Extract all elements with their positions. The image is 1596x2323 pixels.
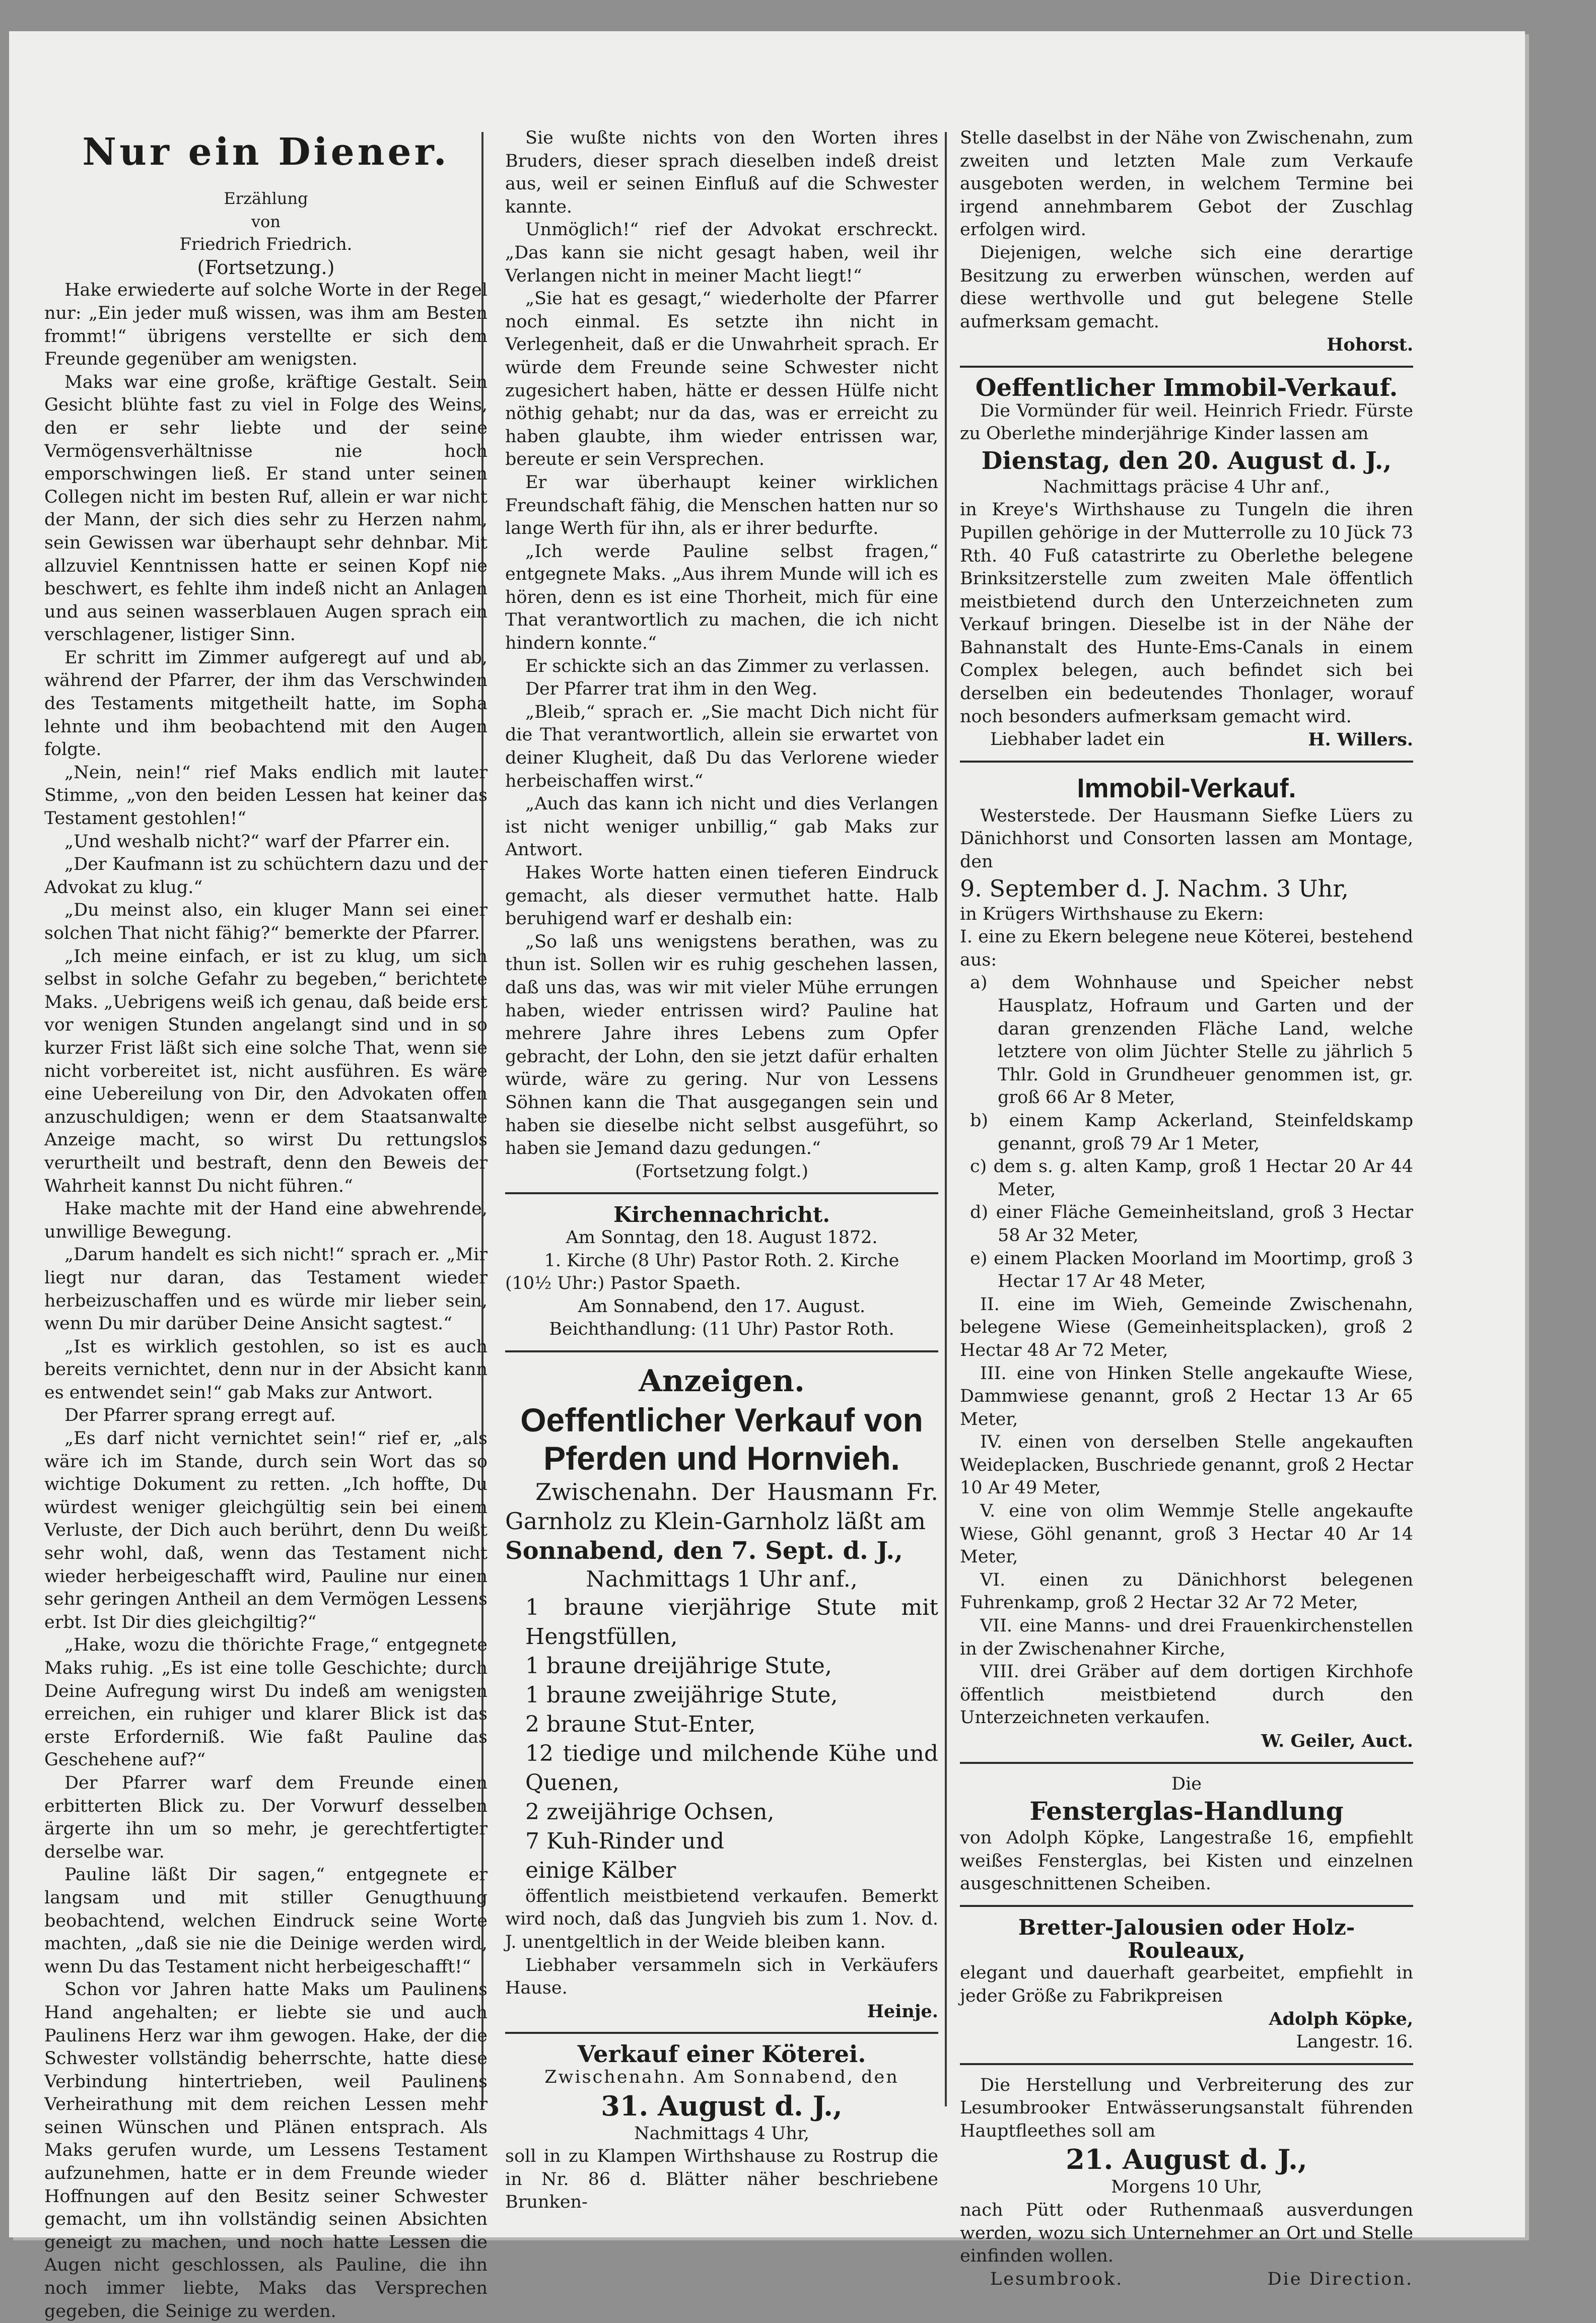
story-paragraph: Maks war eine große, kräftige Gestalt. Sein Gesicht blühte fast zu viel in Folge des Weins, den er sehr liebte und der seine Vermögensverhältnisse nie hoch emporschwingen ließ. Er stand unter seinen Collegen nicht im besten Ruf, allein er war nicht der Mann, der sich dies sehr zu Herzen nahm, sein Gewissen war überhaupt sehr dehnbar. Mit allzuviel Kenntnissen hatte er seinen Kopf nie beschwert, es fehlte ihm indeß nicht an Anlagen und aus seinen wasserblauen Augen sprach ein verschlagener, listiger Sinn.: [44, 372, 488, 645]
divider: [960, 1762, 1413, 1764]
koterei-intro: Zwischenahn. Am Sonnabend, den: [544, 2067, 899, 2088]
horse-sale-item: 1 braune zweijährige Stute,: [525, 1682, 838, 1708]
column-ads: [960, 127, 1413, 2289]
koterei-text-continued-2: Diejenigen, welche sich eine derartige Besitzung zu erwerben wünschen, werden auf diese werthvolle und gut belegene Stelle aufmerksam gemacht.: [960, 242, 1413, 332]
horse-sale-time: Nachmittags 1 Uhr anf.,: [586, 1566, 858, 1592]
horse-sale-item: 12 tiedige und milchende Kühe und Quenen,: [525, 1740, 938, 1796]
horse-sale-item: 1 braune vierjährige Stute mit Hengstfüllen,: [525, 1594, 938, 1650]
story-paragraph: Der Pfarrer warf dem Freunde einen erbitterten Blick zu. Der Vorwurf desselben ärgerte ihn um so mehr, je gerechtfertigter derselbe war.: [44, 1772, 488, 1862]
divider: [505, 1192, 938, 1194]
immobil2-roman-items: [960, 1293, 1413, 1730]
horse-sale-signature: Heinje.: [867, 2001, 938, 2022]
story-paragraph: Unmöglich!“ rief der Advokat erschreckt. „Das kann sie nicht gesagt haben, weil ihr Verlangen nicht in meiner Macht liegt!“: [505, 220, 938, 286]
jalousie-title: Bretter-Jalousien oder Holz-Rouleaux,: [1018, 1915, 1355, 1963]
story-author: Friedrich Friedrich.: [179, 234, 353, 255]
divider: [960, 2063, 1413, 2065]
immobil2-item: c) dem s. g. alten Kamp, groß 1 Hectar 20 Ar 44 Meter,: [970, 1156, 1413, 1200]
story-title: Nur ein Diener.: [82, 130, 450, 174]
story-paragraph: Hake machte mit der Hand eine abwehrende, unwillige Bewegung.: [44, 1199, 488, 1242]
koterei-text-continued: Stelle daselbst in der Nähe von Zwischenahn, zum zweiten und letzten Male zum Verkaufe ausgeboten werden, in welchem Termine bei irgend annehmbarem Gebot der Zuschlag erfolgen wird.: [960, 128, 1413, 240]
divider: [505, 1350, 938, 1352]
immobil-intro: Die Vormünder für weil. Heinrich Friedr. Fürste zu Oberlethe minderjährige Kinder lassen am: [960, 400, 1413, 444]
jalousie-text: elegant und dauerhaft gearbeitet, empfiehlt in jeder Größe zu Fabrikpreisen: [960, 1963, 1413, 2006]
column-rule: [945, 132, 947, 2106]
lesum-time: Morgens 10 Uhr,: [1111, 2177, 1263, 2198]
lesum-signature: Die Direction.: [1267, 2269, 1413, 2289]
immobil2-intro: Westerstede. Der Hausmann Siefke Lüers zu Dänichhorst und Consorten lassen am Montage, den: [960, 805, 1413, 872]
story-paragraph: Schon vor Jahren hatte Maks um Paulinens Hand angehalten; er liebte sie und auch Paulinens Herz war ihm gewogen. Hake, der die Schwester vollständig beherrschte, hatte diese Verbindung hintertrieben, weil Paulinens Verheirathung mit dem reichen Lessen mehr seinen Wünschen und Plänen entsprach. Als Maks gerufen wurde, um Lessens Testament aufzunehmen, hatte er in dem Freunde wieder Hoffnungen auf den Besitz seiner Schwester gemacht, um ihn vollständig seinen Absichten geneigt zu machen, und noch hatte Lessen die Augen nicht geschlossen, als Pauline, die ihn noch immer liebte, Maks das Versprechen gegeben, die Seinige zu werden.: [44, 1979, 488, 2321]
lesum-date: 21. August d. J.,: [1066, 2143, 1307, 2176]
immobil2-roman-item: V. eine von olim Wemmje Stelle angekaufte Wiese, Göhl genannt, groß 3 Hectar 40 Ar 14 Meter,: [960, 1501, 1413, 1567]
story-by: von: [251, 212, 281, 231]
immobil2-roman-item: VI. einen zu Dänichhorst belegenen Fuhrenkamp, groß 2 Hectar 32 Ar 72 Meter,: [960, 1569, 1413, 1613]
divider: [960, 761, 1413, 763]
church-line: 1. Kirche (8 Uhr) Pastor Roth. 2. Kirche: [544, 1250, 899, 1271]
immobil2-item: e) einem Placken Moorland im Moortimp, groß 3 Hectar 17 Ar 48 Meter,: [970, 1248, 1413, 1292]
horse-sale-item: 2 braune Stut-Enter,: [525, 1711, 756, 1737]
horse-sale-item: einige Kälber: [525, 1857, 676, 1883]
koterei-date: 31. August d. J.,: [601, 2089, 843, 2122]
story-paragraph: Er war überhaupt keiner wirklichen Freundschaft fähig, die Menschen hatten nur so lange Werth für ihn, als er ihrer bedurfte.: [505, 472, 938, 539]
horse-sale-item: 2 zweijährige Ochsen,: [525, 1799, 775, 1825]
story-paragraph: Der Pfarrer trat ihm in den Weg.: [525, 679, 817, 700]
story-paragraph: Er schritt im Zimmer aufgeregt auf und ab, während der Pfarrer, der ihm das Verschwinden des Testaments mitgetheilt hatte, im Sopha lehnte und ihm beobachtend mit den Augen folgte.: [44, 647, 488, 760]
koterei-signature: Hohorst.: [1327, 334, 1413, 356]
story-continued: (Fortsetzung.): [197, 256, 335, 279]
divider: [960, 1905, 1413, 1907]
ads-heading: Anzeigen.: [639, 1363, 805, 1399]
immobil2-roman-item: III. eine von Hinken Stelle angekaufte Wiese, Dammwiese genannt, groß 2 Hectar 13 Ar 65 Meter,: [960, 1363, 1413, 1429]
immobil2-title: Immobil-Verkauf.: [1077, 773, 1296, 803]
column-story: [44, 127, 488, 2321]
story-paragraph: Hake erwiederte auf solche Worte in der Regel nur: „Ein jeder muß wissen, was ihm am Besten frommt!“ übrigens verstellte er sich dem Freunde gegenüber am wenigsten.: [44, 280, 488, 370]
story-paragraph: „Sie hat es gesagt,“ wiederholte der Pfarrer noch einmal. Es setzte ihn nicht in Verlegenheit, daß er die Unwahrheit sprach. Er würde dem Freunde seine Schwester nicht zugesichert haben, hätte er dessen Hülfe nicht nöthig gehabt; nur da das, was er erreicht zu haben glaubte, ihm wieder entrissen war, bereute er sein Versprechen.: [505, 289, 938, 470]
story-to-be-continued: (Fortsetzung folgt.): [635, 1161, 809, 1182]
horse-sale-title: Oeffentlicher Verkauf von Pferden und Hornvieh.: [520, 1401, 923, 1477]
church-line: (10½ Uhr:) Pastor Spaeth.: [505, 1273, 741, 1294]
immobil-signature: H. Willers.: [1308, 729, 1413, 750]
immobil-end: [960, 728, 1413, 751]
story-body: [44, 279, 488, 2323]
lesum-footer: [960, 2268, 1413, 2291]
story-body-continued: [505, 127, 938, 1160]
immobil2-roman-item: II. eine im Wieh, Gemeinde Zwischenahn, belegene Wiese (Gemeinheitsplacken), groß 2 Hectar 48 Ar 72 Meter,: [960, 1294, 1413, 1360]
immobil2-roman-item: VII. eine Manns- und drei Frauenkirchenstellen in der Zwischenahner Kirche,: [960, 1616, 1413, 1659]
horse-sale-item: 1 braune dreijährige Stute,: [525, 1653, 832, 1679]
horse-sale-text: öffentlich meistbietend verkaufen. Bemerkt wird noch, daß das Jungvieh bis zum 1. Nov. d. J. unentgeltlich in der Weide bleiben kann.: [505, 1886, 938, 1953]
story-paragraph: Sie wußte nichts von den Worten ihres Bruders, dieser sprach dieselben indeß dreist aus, weil er seinen Einfluß auf die Schwester kannte.: [505, 128, 938, 217]
story-paragraph: Der Pfarrer sprang erregt auf.: [64, 1405, 336, 1426]
immobil2-item: a) dem Wohnhause und Speicher nebst Hausplatz, Hofraum und Garten und der daran grenzenden Fläche Land, welche letztere von olim Jüchter Stelle zu jährlich 5 Thlr. Gold in Grundheuer genommen ist, gr. groß 66 Ar 8 Meter,: [970, 973, 1413, 1108]
horse-sale-date: Sonnabend, den 7. Sept. d. J.,: [505, 1536, 903, 1565]
story-paragraph: „Hake, wozu die thörichte Frage,“ entgegnete Maks ruhig. „Es ist eine tolle Geschichte; durch Deine Aufregung wirst Du indeß am wenigsten erreichen, ein ruhiger und klarer Blick ist das erste Erforderniß. Wie faßt Pauline das Geschehene auf?“: [44, 1635, 488, 1770]
glass-title: Fensterglas-Handlung: [1029, 1796, 1344, 1826]
lesum-text: Die Herstellung und Verbreiterung des zur Lesumbrooker Entwässerungsanstalt führenden Hauptfleethes soll am: [960, 2075, 1413, 2141]
story-paragraph: „Bleib,“ sprach er. „Sie macht Dich nicht für die That verantwortlich, allein sie erwartet von deiner Klugheit, daß Du das Verlorene wieder herbeischaffen wirst.“: [505, 702, 938, 791]
divider: [960, 366, 1413, 368]
immobil2-item: b) einem Kamp Ackerland, Steinfeldskamp genannt, groß 79 Ar 1 Meter,: [970, 1110, 1413, 1154]
horse-sale-end: Liebhaber versammeln sich in Verkäufers Hause.: [505, 1955, 938, 1999]
immobil-end-text: Liebhaber ladet ein: [990, 729, 1165, 750]
church-line: Am Sonnabend, den 17. August.: [578, 1296, 866, 1317]
immobil-text: in Kreye's Wirthshause zu Tungeln die ihren Pupillen gehörige in der Mutterrolle zu 10 Jück 73 Rth. 40 Fuß catastrirte zu Oberlethe belegene Brinksitzerstelle zum zweiten Male öffentlich meistbietend durch den Unterzeichneten zum Verkauf bringen. Dieselbe ist in der Nähe der Bahnanstalt des Hunte-Ems-Canals in einem Complex belegen, auch befindet sich bei derselben ein bedeutendes Thonlager, worauf noch besonders aufmerksam gemacht wird.: [960, 500, 1413, 727]
koterei-text: soll in zu Klampen Wirthshause zu Rostrup die in Nr. 86 d. Blätter näher beschriebene Brunken-: [505, 2146, 938, 2213]
story-paragraph: „Du meinst also, ein kluger Mann sei einer solchen That nicht fähig?“ bemerkte der Pfarrer.: [44, 900, 488, 943]
story-paragraph: „Und weshalb nicht?“ warf der Pfarrer ein.: [64, 831, 450, 852]
glass-die: Die: [1171, 1773, 1202, 1794]
story-genre: Erzählung: [224, 189, 308, 208]
story-paragraph: „Ist es wirklich gestohlen, so ist es auch bereits vernichtet, denn nur in der Absicht kann es entwendet sein!“ gab Maks zur Antwort.: [44, 1336, 488, 1403]
immobil2-section-1: I. eine zu Ekern belegene neue Köterei, bestehend aus:: [960, 927, 1413, 970]
story-paragraph: „Darum handelt es sich nicht!“ sprach er. „Mir liegt nur daran, das Testament wieder herbeizuschaffen und es würde mir lieber sein, wenn Du mir darüber Deine Ansicht sagtest.“: [44, 1245, 488, 1334]
divider: [505, 2032, 938, 2034]
church-title: Kirchennachricht.: [613, 1202, 830, 1227]
koterei-time: Nachmittags 4 Uhr,: [634, 2123, 809, 2144]
jalousie-signature: Adolph Köpke,: [1269, 2009, 1413, 2030]
horse-sale-intro: Zwischenahn. Der Hausmann Fr. Garnholz zu Klein-Garnholz läßt am: [505, 1478, 938, 1535]
story-paragraph: „Ich werde Pauline selbst fragen,“ entgegnete Maks. „Aus ihrem Munde will ich es hören, denn es ist eine Thorheit, mich für eine That verantwortlich zu machen, die ich nicht hindern konnte.“: [505, 541, 938, 654]
immobil2-items: [960, 972, 1413, 1293]
glass-text: von Adolph Köpke, Langestraße 16, empfiehlt weißes Fensterglas, bei Kisten und einzelnen ausgeschnittenen Scheiben.: [960, 1828, 1413, 1894]
church-line: Am Sonntag, den 18. August 1872.: [566, 1227, 878, 1248]
column-middle: [505, 127, 938, 2213]
immobil-date: Dienstag, den 20. August d. J.,: [981, 446, 1392, 475]
horse-sale-item: 7 Kuh-Rinder und: [525, 1828, 725, 1854]
story-paragraph: „Der Kaufmann ist zu schüchtern dazu und der Advokat zu klug.“: [44, 854, 488, 898]
koterei-title: Verkauf einer Köterei.: [577, 2040, 866, 2068]
story-paragraph: „So laß uns wenigstens berathen, was zu thun ist. Sollen wir es ruhig geschehen lassen, daß uns das, was wir mit vieler Mühe errungen haben, wieder entrissen wird? Pauline hat mehrere Jahre ihres Lebens zum Opfer gebracht, der Lohn, den sie jetzt dafür erhalten würde, wäre zu gering. Nur von Lessens Söhnen kann die That ausgegangen sein und haben sie dieselbe nicht selbst ausgeführt, so haben sie Jemand dazu gedungen.“: [505, 931, 938, 1159]
immobil2-place: in Krügers Wirthshause zu Ekern:: [960, 904, 1264, 924]
story-paragraph: „Auch das kann ich nicht und dies Verlangen ist nicht weniger unbillig,“ gab Maks zur Antwort.: [505, 794, 938, 860]
church-line: Beichthandlung: (11 Uhr) Pastor Roth.: [549, 1319, 894, 1340]
story-paragraph: Pauline läßt Dir sagen,“ entgegnete er langsam und mit stiller Genugthuung beobachtend, welchen Eindruck seine Worte machten, „daß sie nie die Deinige werden wird, wenn Du das Testament nicht herbeigeschafft!“: [44, 1865, 488, 1977]
story-paragraph: Er schickte sich an das Zimmer zu verlassen.: [525, 656, 930, 676]
story-paragraph: „Ich meine einfach, er ist zu klug, um sich selbst in solche Gefahr zu begeben,“ berichtete Maks. „Uebrigens weiß ich genau, daß beide erst vor wenigen Stunden angelangt sind und in so kurzer Frist läßt sich eine solche That, wenn sie nicht vorbereitet ist, nicht ausführen. Es wäre eine Uebereilung von Dir, den Advokaten offen anzuschuldigen; wenn er dem Staatsanwalte Anzeige macht, so wirst Du rettungslos verurtheilt und bestraft, denn den Beweis der Wahrheit kannst Du nicht führen.“: [44, 946, 488, 1196]
immobil-time: Nachmittags präcise 4 Uhr anf.,: [1043, 476, 1330, 497]
story-paragraph: Hakes Worte hatten einen tieferen Eindruck gemacht, als dieser vermuthet hatte. Halb beruhigend warf er deshalb ein:: [505, 863, 938, 929]
immobil2-date: 9. September d. J. Nachm. 3 Uhr,: [960, 874, 1349, 902]
horse-sale-list: [505, 1593, 938, 1885]
immobil2-roman-item: VIII. drei Gräber auf dem dortigen Kirchhofe öffentlich meistbietend durch den Unterzeichneten verkaufen.: [960, 1662, 1413, 1728]
immobil2-item: d) einer Fläche Gemeinheitsland, groß 3 Hectar 58 Ar 32 Meter,: [970, 1202, 1413, 1246]
lesum-place: Lesumbrook.: [990, 2269, 1124, 2289]
story-paragraph: „Es darf nicht vernichtet sein!“ rief er, „als wäre ich im Stande, durch sein Wort das so wichtige Dokument zu retten. „Ich hoffte, Du würdest weniger gleichgültig sein bei einem Verluste, der Dich auch berührt, denn Du weißt sehr wohl, daß, wenn das Testament nicht wieder herbeigeschafft wird, Pauline nur einen sehr geringen Antheil an dem Vermögen Lessens erbt. Ist Dir dies gleichgiltig?“: [44, 1428, 488, 1632]
newspaper-page: [9, 31, 1525, 2321]
story-paragraph: „Nein, nein!“ rief Maks endlich mit lauter Stimme, „von den beiden Lessen hat keiner das Testament gestohlen!“: [44, 762, 488, 829]
jalousie-address: Langestr. 16.: [1296, 2031, 1413, 2052]
immobil2-signature: W. Geiler, Auct.: [1261, 1731, 1413, 1751]
lesum-text-2: nach Pütt oder Ruthenmaaß ausverdungen werden, wozu sich Unternehmer an Ort und Stelle einfinden wollen.: [960, 2200, 1413, 2267]
immobil-title: Oeffentlicher Immobil-Verkauf.: [975, 373, 1398, 402]
immobil2-roman-item: IV. einen von derselben Stelle angekauften Weideplacken, Buschriede genannt, groß 2 Hectar 10 Ar 49 Meter,: [960, 1432, 1413, 1498]
